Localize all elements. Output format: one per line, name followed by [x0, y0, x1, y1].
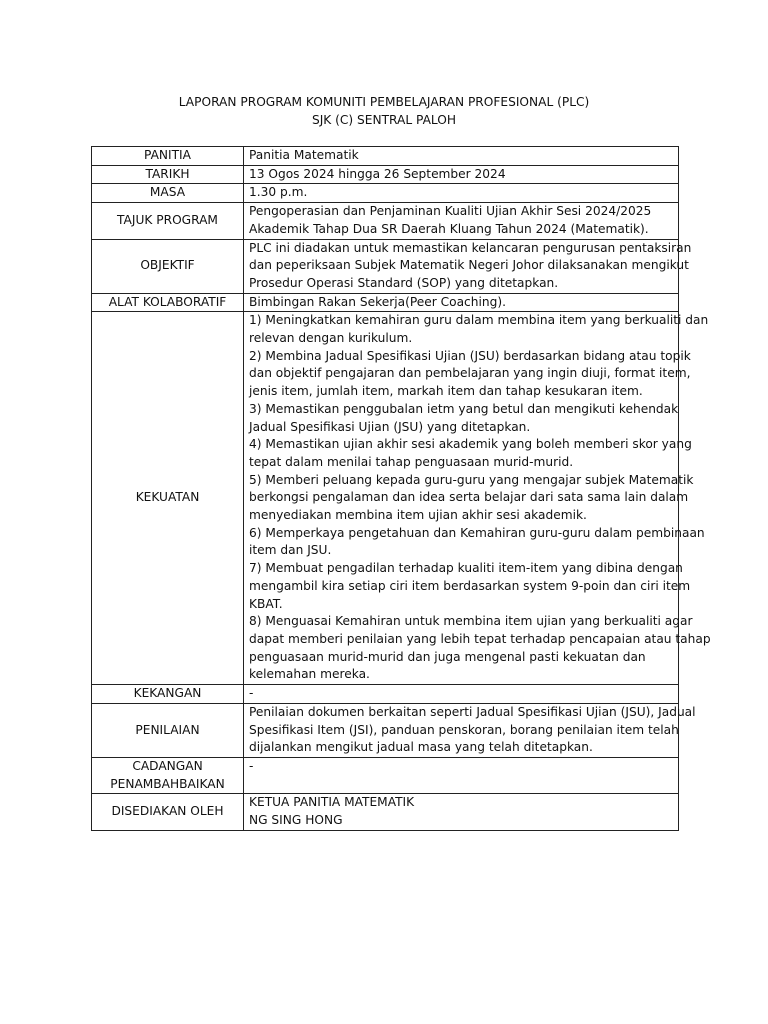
row-value-line: menyediakan membina item ujian akhir sesi akademik.	[249, 508, 587, 523]
row-value	[244, 794, 679, 830]
row-value	[244, 239, 692, 293]
row-value-line: Bimbingan Rakan Sekerja(Peer Coaching).	[249, 294, 506, 309]
row-value-line: Jadual Spesifikasi Ujian (JSU) yang ditetapkan.	[249, 419, 531, 434]
row-value	[244, 685, 679, 704]
row-label	[92, 147, 244, 166]
table-row	[92, 312, 679, 685]
row-value-line: 1) Meningkatkan kemahiran guru dalam membina item yang berkualiti dan	[249, 313, 709, 328]
row-value-line: item dan JSU.	[249, 543, 332, 558]
row-value	[244, 184, 679, 203]
row-label-line: TARIKH	[145, 166, 190, 181]
row-value	[244, 203, 679, 239]
row-label-line: PANITIA	[144, 148, 191, 162]
row-value-line: NG SING HONG	[249, 813, 343, 828]
table-row	[92, 703, 679, 757]
row-value-line: PLC ini diadakan untuk memastikan kelancaran pengurusan pentaksiran	[249, 240, 692, 255]
row-value-line: 8) Menguasai Kemahiran untuk membina item ujian yang berkualiti agar	[249, 614, 693, 629]
row-value-line: mengambil kira setiap ciri item berdasarkan system 9-poin dan ciri item	[249, 578, 691, 593]
report-table	[91, 146, 711, 831]
row-value-line: KETUA PANITIA MATEMATIK	[249, 795, 415, 810]
row-value-line: Pengoperasian dan Penjaminan Kualiti Ujian Akhir Sesi 2024/2025	[249, 204, 652, 219]
row-label	[92, 703, 244, 757]
report-title: LAPORAN PROGRAM KOMUNITI PEMBELAJARAN PROFESIONAL (PLC)	[178, 95, 590, 109]
row-value-line: 5) Memberi peluang kepada guru-guru yang mengajar subjek Matematik	[249, 472, 694, 487]
table-row	[92, 203, 679, 239]
row-label	[92, 203, 244, 239]
row-value-line: 4) Memastikan ujian akhir sesi akademik yang boleh memberi skor yang	[249, 437, 692, 452]
row-value-line: Akademik Tahap Dua SR Daerah Kluang Tahun 2024 (Matematik).	[249, 221, 649, 236]
table-row	[92, 239, 679, 293]
row-value-line: jenis item, jumlah item, markah item dan tahap kesukaran item.	[249, 384, 643, 399]
row-label	[92, 165, 244, 184]
row-label	[92, 685, 244, 704]
report-rows	[92, 147, 711, 831]
row-value-line: 6) Memperkaya pengetahuan dan Kemahiran guru-guru dalam pembinaan	[249, 525, 705, 540]
row-value	[244, 703, 696, 757]
row-label	[92, 312, 244, 685]
row-value	[244, 293, 679, 312]
row-label	[92, 794, 244, 830]
row-value-line	[249, 776, 673, 794]
table-row	[92, 685, 679, 704]
row-value-line: 1.30 p.m.	[249, 185, 308, 200]
row-value-line: Penilaian dokumen berkaitan seperti Jadual Spesifikasi Ujian (JSU), Jadual	[249, 704, 696, 719]
row-label-line: ALAT KOLABORATIF	[108, 294, 227, 309]
row-label	[92, 184, 244, 203]
row-value-line: dijalankan mengikut jadual masa yang telah ditetapkan.	[249, 740, 593, 755]
row-value-line: relevan dengan kurikulum.	[249, 331, 413, 346]
row-label-line: PENAMBAHBAIKAN	[110, 776, 225, 791]
row-label-line: KEKANGAN	[133, 686, 202, 701]
table-row	[92, 184, 679, 203]
row-value-line: tepat dalam menilai tahap penguasaan murid-murid.	[249, 454, 574, 469]
row-value-line: dan peperiksaan Subjek Matematik Negeri Johor dilaksanakan mengikut	[249, 258, 689, 273]
row-label-line: KEKUATAN	[135, 490, 200, 505]
row-value	[244, 147, 679, 166]
table-row	[92, 794, 679, 830]
row-label	[92, 293, 244, 312]
row-value-line: 3) Memastikan penggubalan ietm yang betul dan mengikuti kehendak	[249, 401, 679, 416]
row-value-line: 2) Membina Jadual Spesifikasi Ujian (JSU) berdasarkan bidang atau topik	[249, 348, 691, 363]
row-label-line: TAJUK PROGRAM	[117, 212, 218, 227]
row-value-line: Panitia Matematik	[249, 148, 359, 162]
table-row	[92, 147, 679, 166]
school-name: SJK (C) SENTRAL PALOH	[311, 113, 457, 127]
row-label	[92, 757, 244, 793]
row-value-line: kelemahan mereka.	[249, 667, 370, 682]
row-value-line: dan objektif pengajaran dan pembelajaran yang ingin diuji, format item,	[249, 366, 691, 381]
row-value-line: 13 Ogos 2024 hingga 26 September 2024	[249, 166, 506, 181]
row-value	[244, 165, 679, 184]
table-row	[92, 757, 679, 793]
row-value-line: -	[249, 758, 254, 773]
row-value-line: -	[249, 686, 254, 701]
row-label-line: CADANGAN	[132, 758, 203, 773]
row-value	[244, 757, 679, 793]
row-label	[92, 239, 244, 293]
row-value-line: berkongsi pengalaman dan idea serta belajar dari sata sama lain dalam	[249, 490, 689, 505]
table-row	[92, 165, 679, 184]
row-value-line: penguasaan murid-murid dan juga mengenal pasti kekuatan dan	[249, 649, 646, 664]
row-label-line: PENILAIAN	[135, 722, 200, 737]
row-value-line: KBAT.	[249, 596, 283, 611]
row-value-line: Spesifikasi Item (JSI), panduan penskoran, borang penilaian item telah	[249, 722, 679, 737]
row-value	[244, 312, 711, 685]
row-value-line: dapat memberi penilaian yang lebih tepat terhadap pencapaian atau tahap	[249, 631, 711, 646]
row-label-line: OBJEKTIF	[140, 258, 195, 273]
row-label-line: DISEDIAKAN OLEH	[111, 804, 224, 819]
row-value-line: Prosedur Operasi Standard (SOP) yang ditetapkan.	[249, 275, 559, 290]
table-row	[92, 293, 679, 312]
row-value-line: 7) Membuat pengadilan terhadap kualiti item-item yang dibina dengan	[249, 561, 683, 576]
row-label-line: MASA	[149, 185, 186, 200]
